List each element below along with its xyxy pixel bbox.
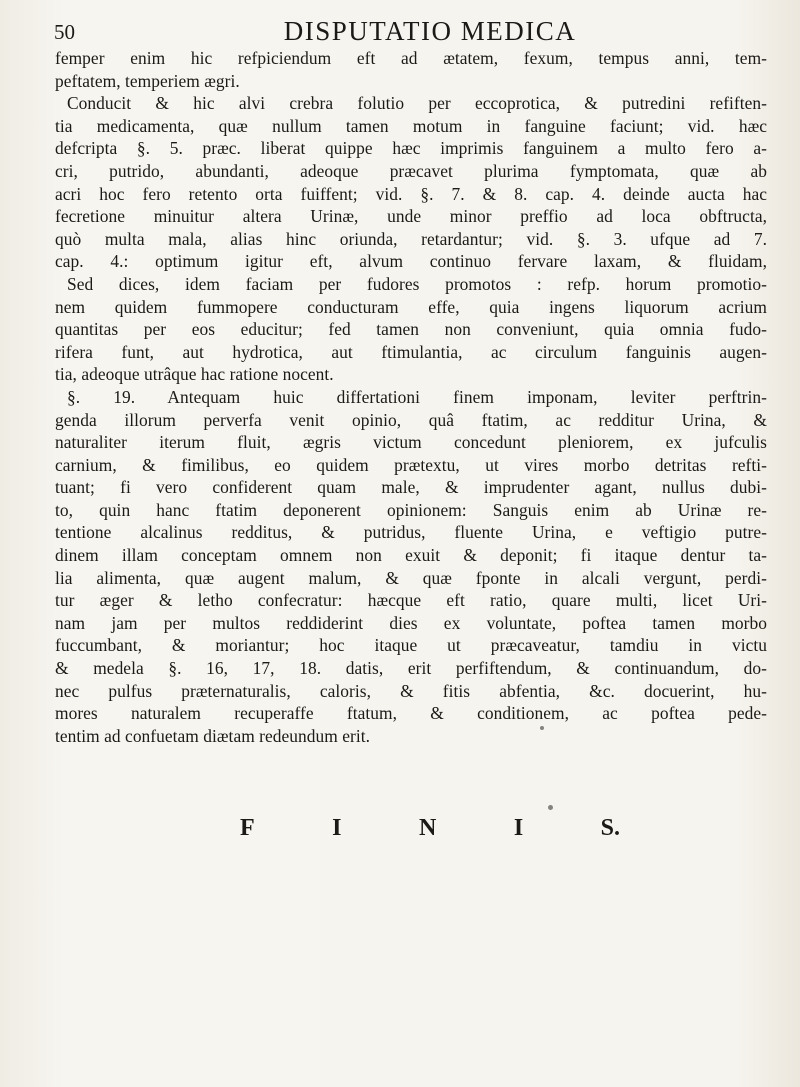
text-line: genda illorum perverfa venit opinio, quâ ftatim, ac redditur Urina, & [55, 409, 767, 430]
finis-colophon [240, 815, 620, 842]
text-line: nem quidem fummopere conducturam effe, quia ingens liquorum acrium [55, 296, 767, 317]
text-line: to, quin hanc ftatim deponerent opinionem: Sanguis enim ab Urinæ re- [55, 499, 767, 520]
text-line: fecretione minuitur altera Urinæ, unde minor preffio ad loca obftructa, [55, 206, 767, 227]
text-line: femper enim hic refpiciendum eft ad ætatem, fexum, tempus anni, tem- [55, 48, 767, 68]
text-line: quò multa mala, alias hinc oriunda, retardantur; vid. §. 3. ufque ad 7. [55, 228, 767, 249]
text-line: cri, putrido, abundanti, adeoque præcavet plurima fymptomata, quæ ab [55, 160, 767, 181]
text-line: rifera funt, aut hydrotica, aut ftimulantia, ac circulum fanguinis augen- [55, 341, 767, 362]
finis-letter: F [240, 815, 255, 841]
text-line: mores naturalem recuperaffe ftatum, & conditionem, ac poftea pede- [55, 703, 767, 724]
finis-letter: I [513, 815, 524, 841]
text-line: nec pulfus præternaturalis, caloris, & fitis abfentia, &c. docuerint, hu- [55, 680, 767, 701]
text-line: tentione alcalinus redditus, & putridus, fluente Urina, e veftigio putre- [55, 522, 767, 543]
text-line: lia alimenta, quæ augent malum, & quæ fponte in alcali vergunt, perdi- [55, 567, 767, 588]
finis-letter: N [418, 815, 437, 841]
ink-blot [548, 805, 553, 810]
text-line: tia, adeoque utrâque hac ratione nocent. [55, 364, 334, 385]
text-line: quantitas per eos educitur; fed tamen non conveniunt, quia omnia fudo- [55, 319, 767, 340]
page-number: 50 [54, 20, 75, 44]
text-line: dinem illam conceptam omnem non exuit & deponit; fi itaque dentur ta- [55, 545, 767, 566]
text-line: cap. 4.: optimum igitur eft, alvum continuo fervare laxam, & fluidam, [55, 251, 767, 272]
text-line: peftatem, temperiem ægri. [55, 70, 240, 91]
text-line: naturaliter iterum fluit, ægris victum concedunt pleniorem, ex jufculis [55, 432, 767, 453]
text-line: Conducit & hic alvi crebra folutio per eccoprotica, & putredini refiften- [67, 93, 767, 114]
running-title: DISPUTATIO MEDICA [283, 16, 577, 46]
text-line: tur æger & letho confecratur: hæcque eft ratio, quare multi, licet Uri- [55, 590, 767, 611]
body-text [55, 47, 767, 747]
text-line: acri hoc fero retento orta fuiffent; vid. §. 7. & 8. cap. 4. deinde aucta hac [55, 183, 767, 204]
text-line: nam jam per multos reddiderint dies ex voluntate, poftea tamen morbo [55, 612, 767, 633]
text-line: carnium, & fimilibus, eo quidem prætextu, ut vires morbo detritas refti- [55, 454, 767, 475]
text-line: defcripta §. 5. præc. liberat quippe hæc imprimis fanguinem a multo fero a- [55, 138, 767, 159]
text-line: tuant; fi vero confiderent quam male, & imprudenter agant, nullus dubi- [55, 477, 767, 498]
text-line: & medela §. 16, 17, 18. datis, erit perfiftendum, & continuandum, do- [55, 658, 767, 679]
finis-letter: I [332, 815, 342, 841]
finis-letter: S. [600, 815, 620, 841]
text-line: Sed dices, idem faciam per fudores promotos : refp. horum promotio- [67, 273, 767, 294]
text-line: tia medicamenta, quæ nullum tamen motum in fanguine faciunt; vid. hæc [55, 115, 767, 136]
ink-blot [540, 726, 544, 730]
text-line: fuccumbant, & moriantur; hoc itaque ut præcaveatur, tamdiu in victu [55, 635, 767, 656]
page-header [40, 10, 760, 50]
text-line: §. 19. Antequam huic differtationi finem imponam, leviter perftrin- [67, 386, 767, 407]
text-line: tentim ad confuetam diætam redeundum erit. [55, 725, 371, 746]
